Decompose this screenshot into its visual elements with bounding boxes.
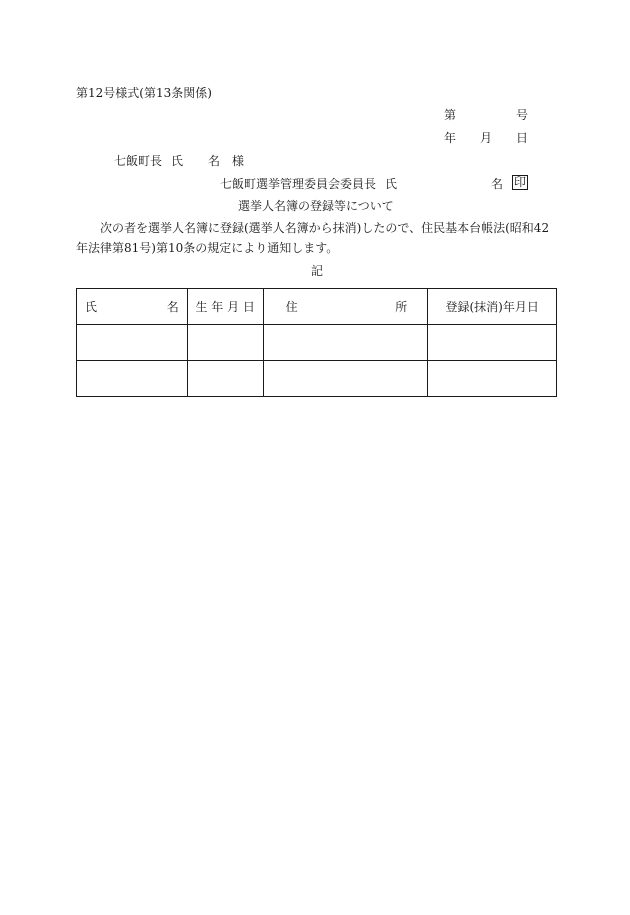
header-birthdate: 生 年 月 日 <box>187 289 263 325</box>
addressee-office: 七飯町長 <box>114 154 163 168</box>
addressee-name-char2: 名 <box>208 154 221 168</box>
registration-table <box>76 288 557 397</box>
sender-name-char1: 氏 <box>385 177 398 191</box>
form-label: 第12号様式(第13条関係) <box>76 86 212 100</box>
header-name: 氏 名 <box>77 289 188 325</box>
addressee-name-char1: 氏 <box>171 154 184 168</box>
table-row <box>77 325 557 361</box>
sender-name-char2: 名 <box>491 177 504 191</box>
header-registration-date: 登録(抹消)年月日 <box>428 289 557 325</box>
cell-registration-date <box>428 325 557 361</box>
cell-address <box>263 361 428 397</box>
cell-birthdate <box>187 325 263 361</box>
number-prefix: 第 <box>444 108 457 122</box>
date-day: 日 <box>516 131 529 145</box>
addressee-honorific: 様 <box>232 154 245 168</box>
date-year: 年 <box>444 131 457 145</box>
table-row <box>77 361 557 397</box>
table-header-row <box>77 289 557 325</box>
seal-mark: 印 <box>514 175 527 189</box>
subject: 選挙人名簿の登録等について <box>238 199 394 213</box>
cell-birthdate <box>187 361 263 397</box>
cell-address <box>263 325 428 361</box>
sender-title: 七飯町選挙管理委員会委員長 <box>220 177 377 191</box>
date-month: 月 <box>480 131 493 145</box>
header-address: 住 所 <box>263 289 428 325</box>
body-text: 次の者を選挙人名簿に登録(選挙人名簿から抹消)したので、住民基本台帳法(昭和42年法律第81号)第10条の規定により通知します。 <box>76 221 550 255</box>
cell-registration-date <box>428 361 557 397</box>
record-mark: 記 <box>311 264 324 278</box>
cell-name <box>77 361 188 397</box>
cell-name <box>77 325 188 361</box>
number-suffix: 号 <box>516 108 529 122</box>
